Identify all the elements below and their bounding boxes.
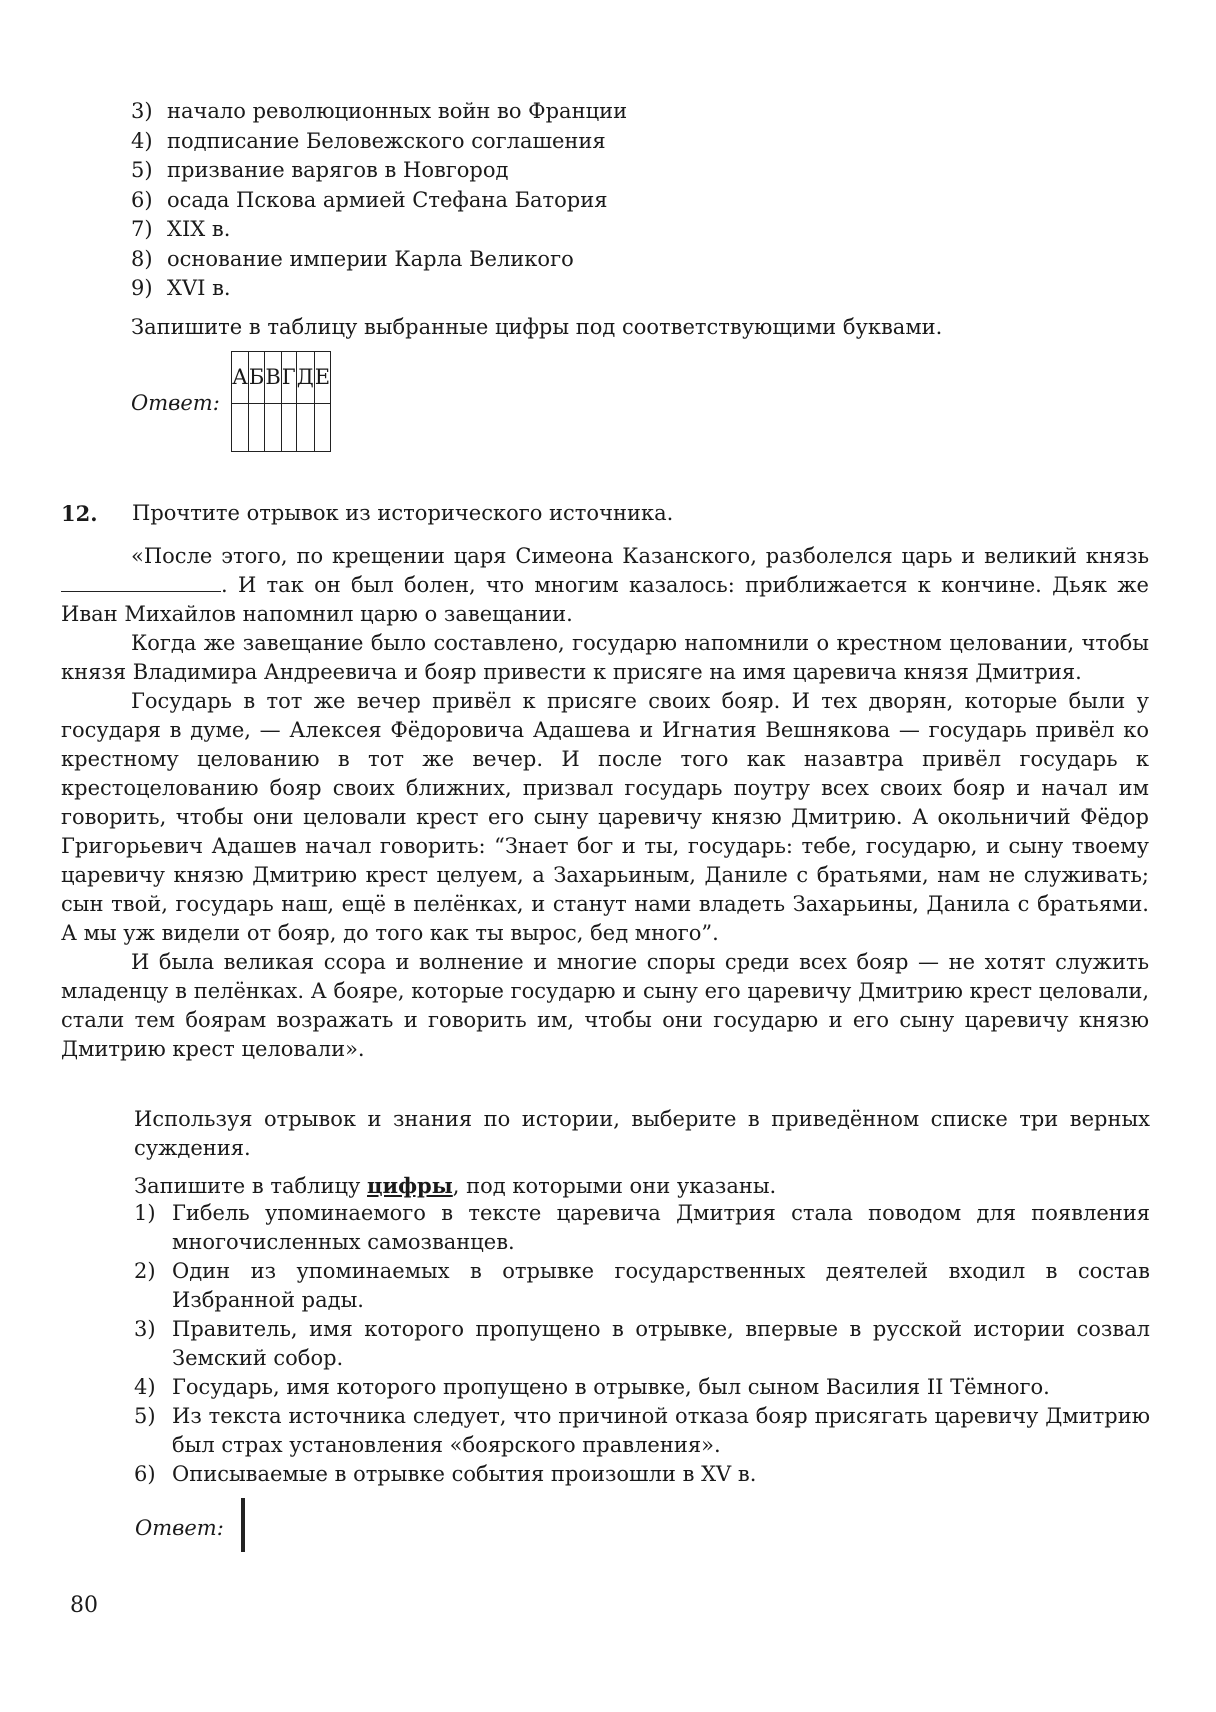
statement-number: 4) [134, 1375, 156, 1399]
option-text: подписание Беловежского соглашения [167, 128, 606, 153]
option-text: начало революционных войн во Франции [167, 99, 628, 123]
task-text [134, 1171, 1150, 1201]
option-list [131, 97, 831, 304]
source-excerpt [61, 542, 1149, 1064]
question-number: 12. [61, 501, 98, 526]
answer-label: Ответ: [135, 1516, 224, 1540]
statement-text: Описываемые в отрывке события произошли в XV в. [172, 1462, 757, 1486]
instruction-text: Запишите в таблицу выбранные цифры под соответствующими буквами. [131, 315, 943, 339]
statement-list [134, 1199, 1150, 1489]
option-text: XVI в. [167, 276, 231, 300]
letter-cell: Е [314, 352, 330, 404]
page-number: 80 [70, 1593, 98, 1618]
source-text: «После этого, по крещении царя Симеона Казанского, разболелся царь и великий князь [131, 544, 1149, 568]
answer-cell[interactable] [281, 404, 296, 452]
task-text-emphasis: цифры [367, 1173, 453, 1198]
list-item [134, 1257, 1150, 1315]
source-paragraph: И была великая ссора и волнение и многие споры среди всех бояр — не хотят служить младенцу в пелёнках. А бояре, которые государю и сыну его царевичу Дмитрию крест целовали, стали тем боярам возражать и говорить им, чтобы они государю и его сыну царевичу князю Дмитрию крест целовали». [61, 950, 1149, 1061]
option-text: XIX в. [167, 217, 231, 241]
list-item [134, 1460, 1150, 1489]
option-number: 3) [131, 99, 153, 123]
source-paragraph: Государь в тот же вечер привёл к присяге своих бояр. И тех дворян, которые были у государя в думе, — Алексея Фёдоровича Адашева и Игнатия Вешнякова — государь привёл ко крестному целованию в тот же вечер. И после того как назавтра привёл государь к крестоцелованию бояр своих ближних, призвал государь поутру всех своих бояр и начал им говорить, чтобы они целовали крест его сыну царевичу князю Дмитрию. А окольничий Фёдор Григорьевич Адашев начал говорить: “Знает бог и ты, государь: тебе, государю, и сыну твоему царевичу князю Дмитрию крест целуем, а Захарьиным, Даниле с братьями, нам не служивать; сын твой, государь наш, ещё в пелёнках, и станут нами владеть Захарьины, Данила с братьями. А мы уж видели от бояр, до того как ты вырос, бед много”. [61, 689, 1149, 945]
statement-text: Правитель, имя которого пропущено в отрывке, впервые в русской истории созвал Земский собор. [172, 1317, 1150, 1370]
list-item [131, 274, 831, 304]
option-number: 5) [131, 158, 153, 182]
list-item [131, 215, 831, 245]
option-number: 9) [131, 276, 153, 300]
option-number: 7) [131, 217, 153, 241]
task-text-part: , под которыми они указаны. [452, 1174, 777, 1198]
source-text: . И так он был болен, что многим казалось: приближается к кончине. Дьяк же Иван Михайлов напомнил царю о завещании. [61, 573, 1149, 626]
statement-number: 5) [134, 1404, 156, 1428]
statement-number: 6) [134, 1462, 156, 1486]
source-paragraph [61, 542, 1149, 629]
answer-cell[interactable] [265, 404, 281, 452]
answer-label: Ответ: [131, 391, 220, 415]
list-item [131, 245, 831, 275]
option-text: основание империи Карла Великого [167, 246, 574, 271]
statement-text: Один из упоминаемых в отрывке государственных деятелей входил в состав Избранной рады. [172, 1259, 1150, 1312]
name-blank [61, 571, 221, 592]
list-item [134, 1373, 1150, 1402]
task-text-part: Запишите в таблицу [134, 1174, 367, 1198]
list-item [131, 156, 831, 186]
question-title: Прочтите отрывок из исторического источника. [132, 501, 674, 525]
source-paragraph: Когда же завещание было составлено, государю напомнили о крестном целовании, чтобы князя Владимира Андреевича и бояр привести к присяге на имя царевича князя Дмитрия. [61, 631, 1149, 684]
letter-cell: Б [248, 352, 264, 404]
list-item [131, 186, 831, 216]
answer-cell[interactable] [244, 1499, 245, 1552]
list-item [134, 1402, 1150, 1460]
list-item [134, 1315, 1150, 1373]
answer-table [231, 351, 331, 452]
answer-cell[interactable] [296, 404, 314, 452]
statement-text: Из текста источника следует, что причиной отказа бояр присягать царевичу Дмитрию был страх установления «боярского правления». [172, 1404, 1150, 1457]
option-number: 6) [131, 187, 153, 212]
option-number: 4) [131, 128, 153, 153]
option-text: призвание варягов в Новгород [167, 158, 509, 182]
letter-cell: В [265, 352, 281, 404]
answer-cell[interactable] [248, 404, 264, 452]
list-item [134, 1199, 1150, 1257]
answer-table [241, 1498, 245, 1552]
letter-cell: Г [281, 352, 296, 404]
list-item [131, 97, 831, 127]
statement-text: Государь, имя которого пропущено в отрывке, был сыном Василия II Тёмного. [172, 1375, 1050, 1399]
answer-cell[interactable] [232, 404, 249, 452]
statement-number: 3) [134, 1317, 156, 1341]
letter-cell: Д [296, 352, 314, 404]
option-number: 8) [131, 246, 153, 271]
statement-number: 1) [134, 1201, 156, 1225]
statement-number: 2) [134, 1259, 156, 1283]
statement-text: Гибель упоминаемого в тексте царевича Дмитрия стала поводом для появления многочисленных самозванцев. [172, 1201, 1150, 1254]
option-text: осада Пскова армией Стефана Батория [167, 187, 608, 212]
letter-cell: А [232, 352, 249, 404]
task-text: Используя отрывок и знания по истории, выберите в приведённом списке три верных суждения. [134, 1107, 1150, 1160]
task-instructions [134, 1105, 1150, 1209]
list-item [131, 127, 831, 157]
answer-cell[interactable] [314, 404, 330, 452]
